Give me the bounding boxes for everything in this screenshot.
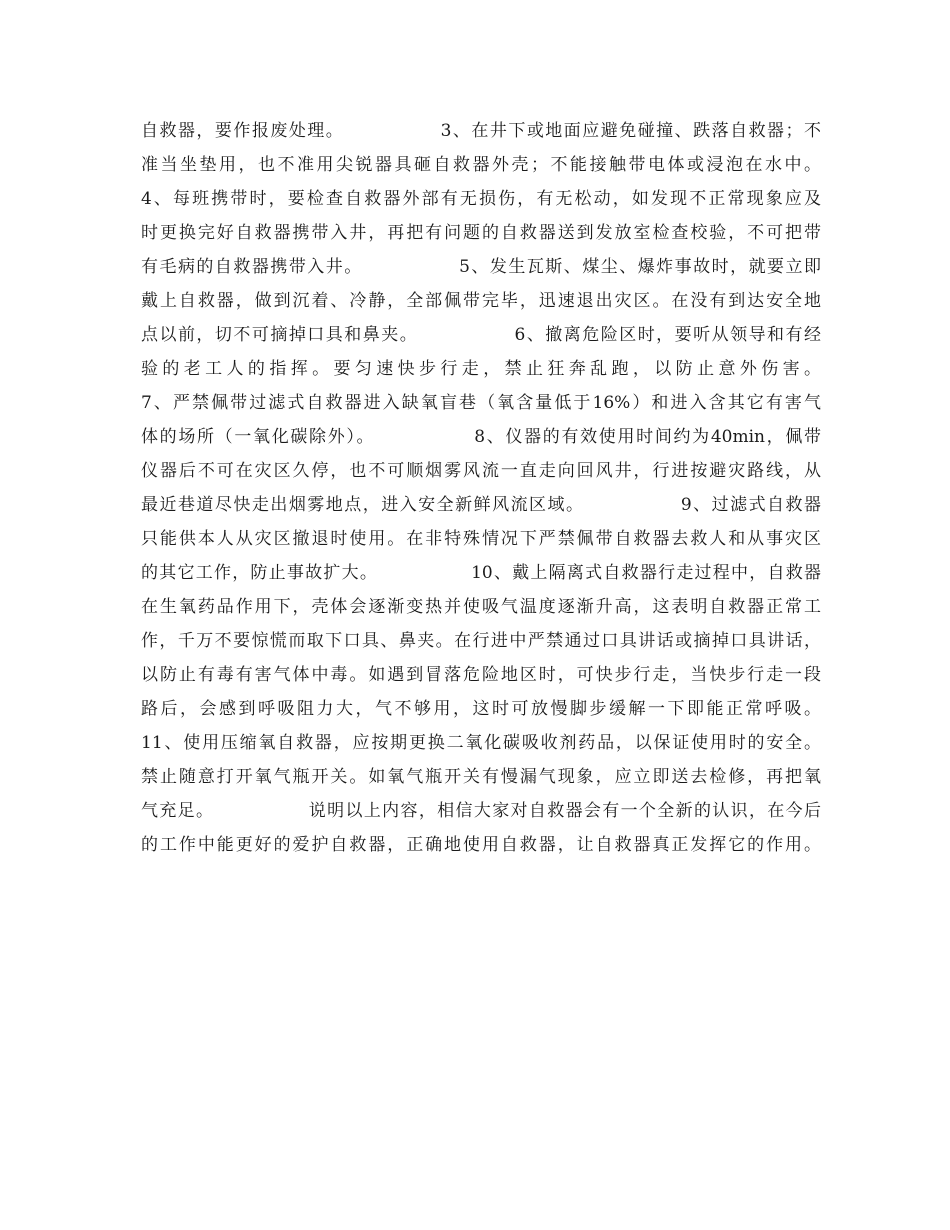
text-line: 仪器后不可在灾区久停，也不可顺烟雾风流一直走向回风井，行进按避灾路线，从 [141,461,821,481]
text-line: 作，千万不要惊慌而取下口具、鼻夹。在行进中严禁通过口具讲话或摘掉口具讲话， [141,631,821,651]
text-line: 在生氧药品作用下，壳体会逐渐变热并使吸气温度逐渐升高，这表明自救器正常工 [141,597,821,617]
text-line: 气充足。 说明以上内容，相信大家对自救器会有一个全新的认识，在今后 [141,801,821,821]
text-line: 的工作中能更好的爱护自救器，正确地使用自救器，让自救器真正发挥它的作用。 [141,835,821,855]
text-line: 7、严禁佩带过滤式自救器进入缺氧盲巷（氧含量低于16%）和进入含其它有害气 [141,393,821,413]
text-line: 11、使用压缩氧自救器，应按期更换二氧化碳吸收剂药品，以保证使用时的安全。 [141,733,821,753]
text-line: 验的老工人的指挥。要匀速快步行走，禁止狂奔乱跑，以防止意外伤害。 [141,359,821,379]
text-line: 以防止有毒有害气体中毒。如遇到冒落危险地区时，可快步行走，当快步行走一段 [141,665,821,685]
text-line: 准当坐垫用，也不准用尖锐器具砸自救器外壳；不能接触带电体或浸泡在水中。 [141,155,821,175]
text-line: 体的场所（一氧化碳除外）。 8、仪器的有效使用时间约为40min，佩带 [141,427,821,447]
text-line: 自救器，要作报废处理。 3、在井下或地面应避免碰撞、跌落自救器；不 [141,121,821,141]
body-text [141,114,821,862]
text-line: 禁止随意打开氧气瓶开关。如氧气瓶开关有慢漏气现象，应立即送去检修，再把氧 [141,767,821,787]
text-line: 4、每班携带时，要检查自救器外部有无损伤，有无松动，如发现不正常现象应及 [141,189,821,209]
text-line: 点以前，切不可摘掉口具和鼻夹。 6、撤离危险区时，要听从领导和有经 [141,325,821,345]
text-line: 最近巷道尽快走出烟雾地点，进入安全新鲜风流区域。 9、过滤式自救器 [141,495,821,515]
text-line: 时更换完好自救器携带入井，再把有问题的自救器送到发放室检查校验，不可把带 [141,223,821,243]
text-line: 有毛病的自救器携带入井。 5、发生瓦斯、煤尘、爆炸事故时，就要立即 [141,257,821,277]
text-line: 的其它工作，防止事故扩大。 10、戴上隔离式自救器行走过程中，自救器 [141,563,821,583]
text-line: 路后，会感到呼吸阻力大，气不够用，这时可放慢脚步缓解一下即能正常呼吸。 [141,699,821,719]
text-line: 戴上自救器，做到沉着、冷静，全部佩带完毕，迅速退出灾区。在没有到达安全地 [141,291,821,311]
text-line: 只能供本人从灾区撤退时使用。在非特殊情况下严禁佩带自救器去救人和从事灾区 [141,529,821,549]
